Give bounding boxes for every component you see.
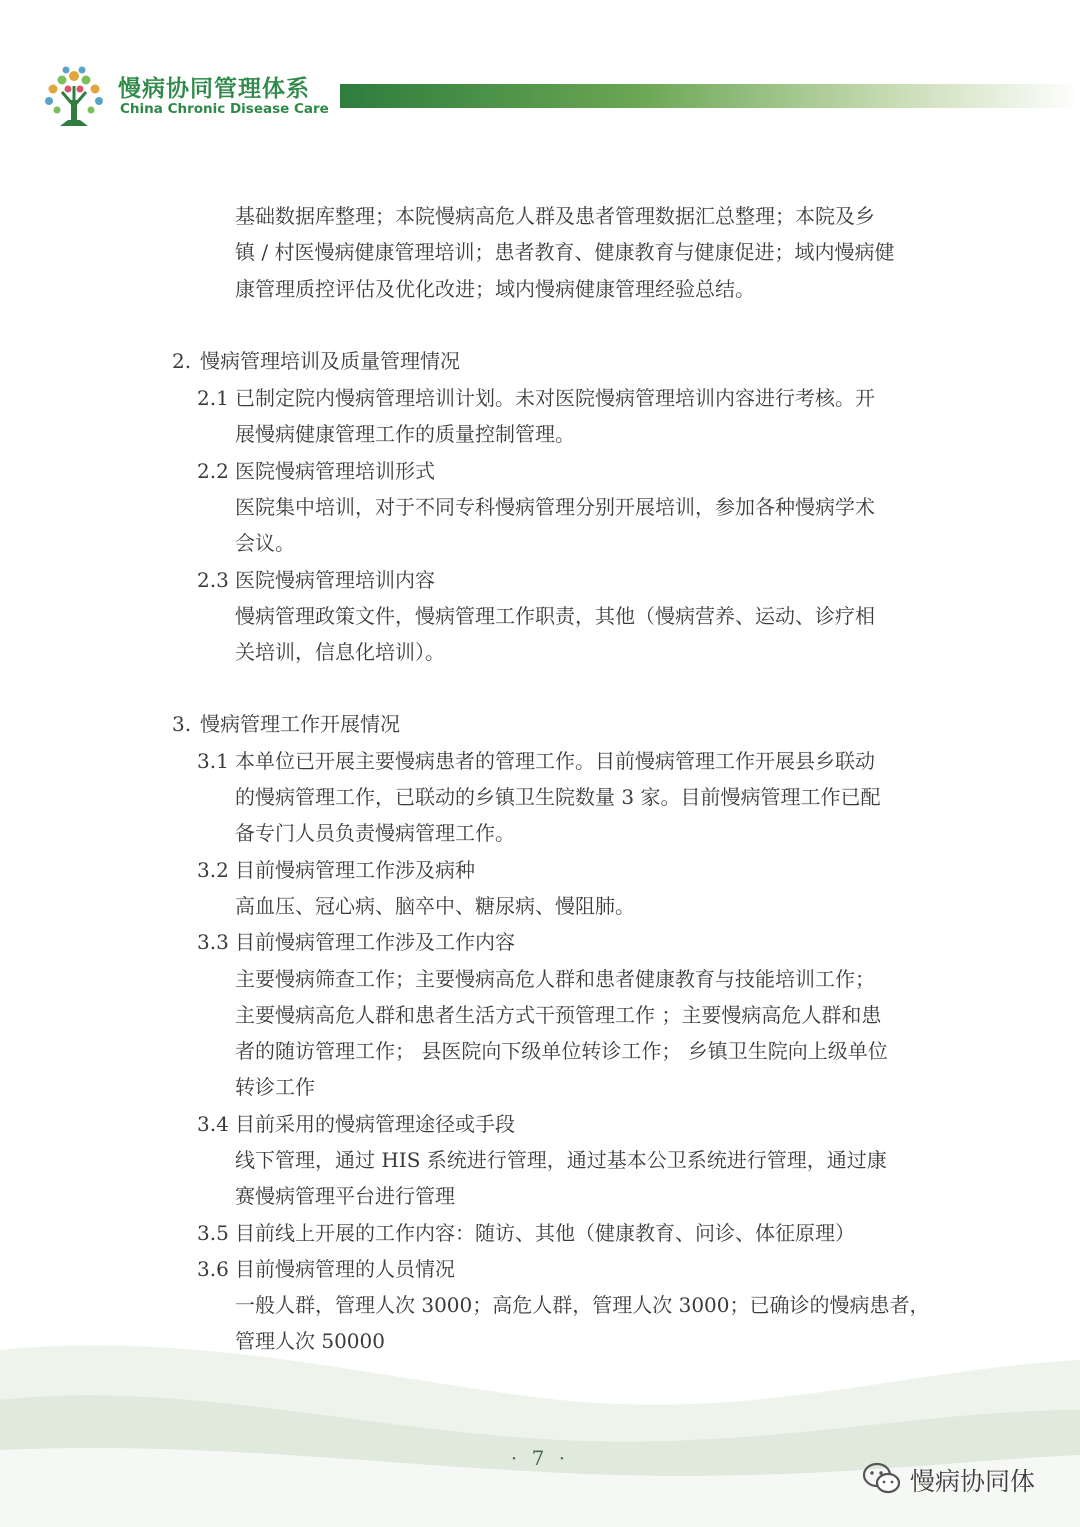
item-number: 2.1 [197, 386, 229, 410]
item-line: 主要慢病筛查工作；主要慢病高危人群和患者健康教育与技能培训工作； [235, 967, 875, 991]
item-heading [197, 856, 475, 884]
item-title: 目前线上开展的工作内容：随访、其他（健康教育、问诊、体征原理） [235, 1221, 855, 1245]
wechat-account-badge [862, 1460, 1062, 1500]
item-line: 主要慢病高危人群和患者生活方式干预管理工作 ；主要慢病高危人群和患 [235, 1003, 882, 1027]
section-heading [172, 347, 460, 375]
page-header [0, 0, 1080, 140]
item-heading [197, 747, 875, 775]
header-gradient-bar [340, 84, 1080, 108]
item-title: 本单位已开展主要慢病患者的管理工作。目前慢病管理工作开展县乡联动 [235, 749, 875, 773]
section-number: 2. [172, 349, 192, 373]
item-number: 3.4 [197, 1112, 229, 1136]
item-line: 的慢病管理工作，已联动的乡镇卫生院数量 3 家。目前慢病管理工作已配 [235, 785, 881, 809]
section-title: 慢病管理工作开展情况 [200, 712, 400, 736]
item-heading [197, 457, 435, 485]
page-number: · 7 · [510, 1446, 570, 1470]
item-line: 管理人次 50000 [235, 1329, 385, 1353]
item-heading [197, 566, 435, 594]
item-title: 医院慢病管理培训内容 [235, 568, 435, 592]
item-line: 一般人群，管理人次 3000；高危人群，管理人次 3000；已确诊的慢病患者， [235, 1293, 930, 1317]
section-number: 3. [172, 712, 192, 736]
item-line: 赛慢病管理平台进行管理 [235, 1184, 455, 1208]
tree-logo-icon [40, 62, 108, 130]
intro-line: 镇 / 村医慢病健康管理培训；患者教育、健康教育与健康促进；域内慢病健 [235, 240, 895, 264]
brand-title-en: China Chronic Disease Care [120, 101, 329, 117]
item-line: 高血压、冠心病、脑卒中、糖尿病、慢阻肺。 [235, 894, 635, 918]
intro-line: 康管理质控评估及优化改进；域内慢病健康管理经验总结。 [235, 277, 755, 301]
item-number: 3.3 [197, 930, 229, 954]
item-line: 转诊工作 [235, 1075, 315, 1099]
item-number: 2.2 [197, 459, 229, 483]
item-title: 医院慢病管理培训形式 [235, 459, 435, 483]
wechat-icon [862, 1462, 902, 1496]
item-title: 目前慢病管理工作涉及工作内容 [235, 930, 515, 954]
item-number: 3.2 [197, 858, 229, 882]
section-heading [172, 710, 400, 738]
intro-line: 基础数据库整理；本院慢病高危人群及患者管理数据汇总整理；本院及乡 [235, 204, 875, 228]
wechat-account-name: 慢病协同体 [910, 1467, 1036, 1496]
item-line: 会议。 [235, 531, 295, 555]
item-number: 2.3 [197, 568, 229, 592]
item-line: 慢病管理政策文件，慢病管理工作职责，其他（慢病营养、运动、诊疗相 [235, 604, 875, 628]
item-title: 目前慢病管理工作涉及病种 [235, 858, 475, 882]
item-line: 医院集中培训，对于不同专科慢病管理分别开展培训，参加各种慢病学术 [235, 495, 875, 519]
item-title: 目前慢病管理的人员情况 [235, 1257, 455, 1281]
item-line: 展慢病健康管理工作的质量控制管理。 [235, 422, 575, 446]
item-line: 线下管理，通过 HIS 系统进行管理，通过基本公卫系统进行管理，通过康 [235, 1148, 887, 1172]
item-line: 备专门人员负责慢病管理工作。 [235, 821, 515, 845]
item-heading [197, 1110, 515, 1138]
item-heading [197, 384, 875, 412]
section-title: 慢病管理培训及质量管理情况 [200, 349, 460, 373]
item-heading [197, 1255, 455, 1283]
item-heading [197, 928, 515, 956]
item-number: 3.6 [197, 1257, 229, 1281]
item-line: 者的随访管理工作； 县医院向下级单位转诊工作； 乡镇卫生院向上级单位 [235, 1039, 888, 1063]
item-line: 关培训，信息化培训）。 [235, 640, 445, 664]
item-number: 3.1 [197, 749, 229, 773]
item-title: 目前采用的慢病管理途径或手段 [235, 1112, 515, 1136]
item-heading [197, 1219, 855, 1247]
brand-title-cn: 慢病协同管理体系 [118, 76, 310, 102]
item-title: 已制定院内慢病管理培训计划。未对医院慢病管理培训内容进行考核。开 [235, 386, 875, 410]
item-number: 3.5 [197, 1221, 229, 1245]
